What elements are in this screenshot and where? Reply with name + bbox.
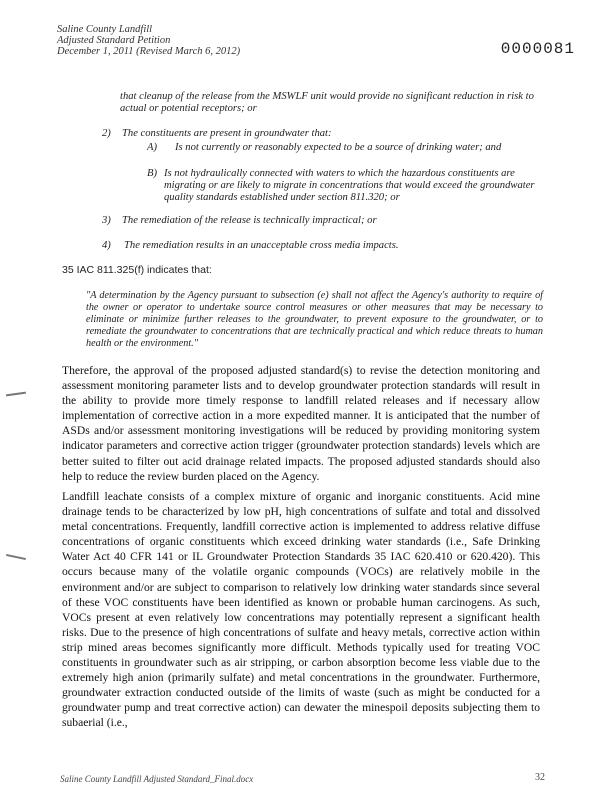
item-4-number: 4) xyxy=(102,240,111,251)
continued-criterion-text: that cleanup of the release from the MSWLF unit would provide no significant reduction in risk to actual or potential receptors; or xyxy=(120,91,534,114)
paragraph-adjusted-standards: Therefore, the approval of the proposed adjusted standard(s) to revise the detection monitoring and assessment monitoring parameter lists and to develop groundwater protection standards will result in the ability to provide more timely response to landfill related releases and if necessary allow implementation of corrective action in a more expedited manner. It is anticipated that the number of ASDs and/or assessment monitoring investigations will be reduced by providing monitoring system indicator parameters and corrective action trigger (groundwater protection standards) levels which are better suited to filter out acid drainage related impacts. The proposed adjusted standards should also help to reduce the review burden placed on the Agency. xyxy=(62,364,540,483)
document-header xyxy=(57,24,240,57)
item-4-text: The remediation results in an unacceptable cross media impacts. xyxy=(124,240,399,251)
item-2b-number: B) xyxy=(147,168,157,179)
header-doc-title: Adjusted Standard Petition xyxy=(57,35,171,46)
iac-intro: 35 IAC 811.325(f) indicates that: xyxy=(62,264,212,276)
bates-number: 0000081 xyxy=(500,40,575,58)
margin-scan-mark xyxy=(6,554,26,560)
item-3-number: 3) xyxy=(102,215,111,226)
header-date: December 1, 2011 (Revised March 6, 2012) xyxy=(57,46,241,57)
item-3-text: The remediation of the release is technically impractical; or xyxy=(122,215,377,226)
item-2a-number: A) xyxy=(147,142,157,153)
item-2-number: 2) xyxy=(102,128,111,139)
block-quote: "A determination by the Agency pursuant to subsection (e) shall not affect the Agency's authority to require of the owner or operator to undertake source control measures or other measures that may be necessary to eliminate or minimize further releases to the groundwater, to prevent exposure to the groundwater, or to remediate the groundwater to concentrations that are technically practical and which reduce threats to human health or the environment." xyxy=(86,290,543,349)
item-2-text: The constituents are present in groundwater that: xyxy=(122,128,332,139)
item-2b-text: Is not hydraulically connected with waters to which the hazardous constituents are migrating or are likely to migrate in concentrations that would exceed the groundwater quality standards established under section 811.320; or xyxy=(164,168,535,203)
footer-filename: Saline County Landfill Adjusted Standard_Final.docx xyxy=(60,774,254,784)
item-2a-text: Is not currently or reasonably expected to be a source of drinking water; and xyxy=(175,142,502,153)
margin-scan-mark xyxy=(6,392,26,397)
header-site-name: Saline County Landfill xyxy=(57,24,153,35)
paragraph-leachate: Landfill leachate consists of a complex mixture of organic and inorganic constituents. Acid mine drainage tends to be characterized by low pH, high concentrations of sulfate and total and dissolved metal concentrations. Frequently, landfill corrective action is implemented to address relative diffuse concentrations of organic constituents which exceed drinking water standards (i.e., Safe Drinking Water Act 40 CFR 141 or IL Groundwater Protection Standards 35 IAC 620.410 or 620.420). This occurs because many of the volatile organic compounds (VOCs) are relatively mobile in the environment and/or are subject to comparison to relatively low drinking water standards since several of these VOC constituents have been identified as known or probable human carcinogens. As such, VOCs present at even relatively low concentrations may potentially represent a significant health risks. Due to the presence of high concentrations of sulfate and heavy metals, corrective action within strip mined areas becomes significantly more difficult. Methods typically used for treating VOC constituents in groundwater such as air stripping, or carbon absorption become less viable due to the extremely high anion (primarily sulfate) and metal concentrations in the groundwater. Furthermore, groundwater extraction conducted outside of the limits of waste (such as might be conducted for a groundwater pump and treat corrective action) can dewater the minespoil deposits subjecting them to subaerial (i.e., xyxy=(62,490,540,730)
page-number: 32 xyxy=(535,772,545,783)
